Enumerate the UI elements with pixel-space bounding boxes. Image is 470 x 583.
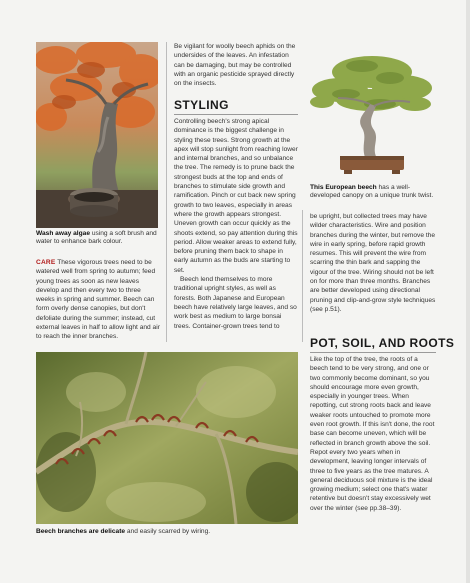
caption-bold: This European beech [310,184,377,191]
styling-column [174,117,298,331]
caption-text: using a soft brush and water to enhance bark colour. [36,230,157,246]
caption-text: and easily scarred by wiring. [125,528,211,535]
wash-algae-photo [36,42,158,228]
wired-branches-photo [36,352,298,524]
styling-heading-rule [174,114,298,115]
european-beech-caption [310,184,438,201]
wired-branches-caption [36,528,298,536]
caption-bold: Beech branches are delicate [36,528,126,535]
column-divider-right [302,210,303,342]
caption-bold: Wash away algae [36,230,90,237]
styling-paragraph-right: be upright, but collected trees may have wilder characteristics. Wire and position branches during the winter, but remove the wire in early spring, before rapid growth resumes. This will prevent the wire from scarring the thin bark and sapping the vigour of the tree. Wiring should not be left on for more than three months. Branches are better developed using directional pruning and clip-and-grow style techniques (see p.51). [310,213,436,313]
caption-text: has a well-developed canopy on a unique trunk twist. [310,184,434,200]
column-divider-left [166,42,167,342]
pot-soil-roots-heading: POT, SOIL, AND ROOTS [310,336,455,350]
styling-continued-column [310,212,436,314]
pot-soil-roots-column [310,355,436,513]
styling-paragraph-2: Beech lend themselves to more traditional upright styles, as well as forests. Both Japanese and European beech have relatively large leaves, and so work best as medium to large bonsai trees. Container-grown trees tend to [174,276,297,330]
pot-heading-rule [310,352,436,353]
wash-algae-caption [36,230,160,247]
pot-soil-roots-paragraph: Like the top of the tree, the roots of a beech tend to be very strong, and one or two commonly become dominant, so you should encourage more even growth, especially in younger trees. When repotting, cut strong roots back and leave weaker roots untouched to promote more even root growth. If this isn't done, the root base can become uneven, which will be reflected in branch growth above the soil. Repot every two years when in development, leaving longer intervals of three to five years as the tree matures. A general deciduous soil mixture is the ideal growing medium; select one that's water retentive but doesn't stay excessively wet over the winter (see pp.38–39). [310,356,435,512]
styling-heading: STYLING [174,98,229,112]
care-column [36,258,160,342]
care-lead: CARE [36,259,56,266]
middle-intro [174,42,298,88]
aphid-paragraph: Be vigilant for woolly beech aphids on the undersides of the leaves. An infestation can be damaging, but may be controlled with an organic pesticide sprayed directly on the insects. [174,43,296,88]
page-edge [466,0,470,583]
care-text: These vigorous trees need to be watered well from spring to autumn; feed young trees as soon as new leaves develop and then every two to three weeks in spring and summer. Beech can form overly dense canopies, but don't defoliate during the summer; instead, cut external leaves in half to allow light and air to reach the inner branches. [36,259,160,341]
styling-paragraph-1: Controlling beech's strong apical dominance is the biggest challenge in styling these trees. Strong growth at the apex will stop sunlight from reaching lower and internal branches, and so unbalance the tree. The remedy is to prune back the strongest buds at the top and ends of branches to stimulate side growth and ramification. Pinch or cut back new spring growth to two leaves, especially in areas where the growth appears strongest. Uneven growth can occur quickly as the shoots extend, so pay attention during this period. Allow weaker areas to extend fully, before pruning them back to shape in early autumn as the buds are starting to set. [174,118,298,274]
european-beech-photo [310,42,434,180]
